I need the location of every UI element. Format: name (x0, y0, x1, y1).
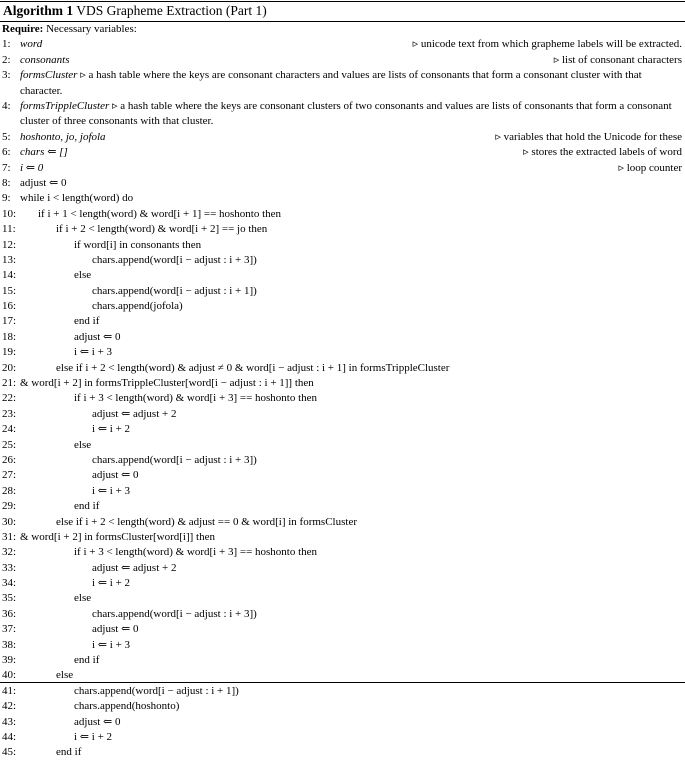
algorithm-line (0, 191, 685, 206)
line-code: adjust ⇐ 0 (92, 623, 139, 636)
algorithm-line (0, 407, 685, 422)
algorithm-line (0, 699, 685, 714)
line-number: 30: (2, 515, 17, 528)
line-comment: ▹ unicode text from which grapheme labels will be extracted. (412, 38, 682, 51)
line-number: 27: (2, 469, 17, 482)
line-code: else if i + 2 < length(word) & adjust ≠ 0 & word[i − adjust : i + 1] in formsTrippleCluster (56, 361, 450, 374)
line-code: end if (74, 315, 100, 328)
algorithm-line (0, 161, 685, 176)
line-number: 33: (2, 561, 17, 574)
line-number: 40: (2, 669, 17, 682)
line-number: 2: (2, 53, 11, 66)
line-code: else (74, 438, 92, 451)
line-number: 42: (2, 700, 17, 713)
algorithm-line (0, 561, 685, 576)
line-code: end if (74, 500, 100, 513)
line-code: if i + 3 < length(word) & word[i + 3] == hoshonto then (74, 546, 318, 559)
algorithm-line (0, 622, 685, 637)
line-number: 9: (2, 192, 11, 205)
line-code: chars ⇐ [] (20, 146, 68, 159)
line-number: 21: (2, 377, 17, 390)
line-number: 34: (2, 577, 17, 590)
line-number: 43: (2, 715, 17, 728)
line-code: hoshonto, jo, jofola (20, 130, 106, 143)
algorithm-line (0, 484, 685, 499)
algorithm-line (0, 745, 685, 760)
line-code: formsCluster (20, 69, 78, 82)
line-code: else (56, 669, 74, 682)
algorithm-line (0, 130, 685, 145)
line-number: 37: (2, 623, 17, 636)
top-rule (0, 1, 685, 2)
line-number: 32: (2, 546, 17, 559)
algorithm-line (0, 607, 685, 622)
algorithm-line (0, 222, 685, 237)
algorithm-line (0, 438, 685, 453)
algorithm-line (0, 145, 685, 160)
algorithm-label: Algorithm 1 (3, 3, 74, 18)
line-code: adjust ⇐ 0 (20, 176, 67, 189)
line-code: adjust ⇐ adjust + 2 (92, 561, 177, 574)
algorithm-line (0, 314, 685, 329)
line-code: i ⇐ i + 2 (92, 577, 131, 590)
algorithm-line (0, 391, 685, 406)
line-code: while i < length(word) do (20, 192, 134, 205)
algorithm-line (0, 468, 685, 483)
line-number: 14: (2, 269, 17, 282)
algorithm-line (0, 422, 685, 437)
algorithm-line (0, 207, 685, 222)
algorithm-line (0, 684, 685, 699)
line-code: end if (56, 746, 82, 759)
algorithm-line (0, 715, 685, 730)
line-code: i ⇐ i + 3 (74, 346, 113, 359)
line-code: chars.append(jofola) (92, 300, 183, 313)
line-number: 24: (2, 423, 17, 436)
line-code: chars.append(word[i − adjust : i + 1]) (74, 684, 239, 697)
line-number: 13: (2, 253, 17, 266)
algorithm-line (0, 268, 685, 283)
line-number: 45: (2, 746, 17, 759)
line-code: if i + 2 < length(word) & word[i + 2] == jo then (56, 223, 268, 236)
line-code: i ⇐ i + 2 (74, 731, 113, 743)
algorithm-line (0, 591, 685, 606)
line-code: chars.append(word[i − adjust : i + 3]) (92, 253, 257, 266)
line-number: 36: (2, 607, 17, 620)
line-number: 8: (2, 176, 11, 189)
algorithm-title: VDS Grapheme Extraction (Part 1) (76, 3, 267, 18)
line-code: else if i + 2 < length(word) & adjust == 0 & word[i] in formsCluster (56, 515, 357, 528)
line-number: 28: (2, 484, 17, 497)
line-number: 4: (2, 99, 11, 112)
line-number: 17: (2, 315, 17, 328)
line-comment: ▹ stores the extracted labels of word (523, 146, 682, 159)
line-code: else (74, 269, 92, 282)
line-number: 20: (2, 361, 17, 374)
line-comment: ▹ a hash table where the keys are consonant characters and values are lists of consonants that form a consonant cluster with that character. (20, 69, 642, 97)
algorithm-line (0, 238, 685, 253)
line-code: if i + 3 < length(word) & word[i + 3] == hoshonto then (74, 392, 318, 405)
line-code: end if (74, 654, 100, 667)
line-comment: ▹ variables that hold the Unicode for these (495, 130, 682, 143)
line-number: 16: (2, 300, 17, 313)
algorithm-line (0, 515, 685, 530)
algorithm-line (0, 638, 685, 653)
line-number: 18: (2, 330, 17, 343)
algorithm-line (0, 453, 685, 468)
line-code: adjust ⇐ 0 (74, 330, 121, 343)
line-code: if i + 1 < length(word) & word[i + 1] == hoshonto then (38, 207, 282, 220)
line-number: 1: (2, 38, 11, 51)
line-code: adjust ⇐ 0 (92, 469, 139, 482)
line-number: 44: (2, 731, 17, 743)
line-code: i ⇐ i + 2 (92, 423, 131, 436)
line-number: 31: (2, 530, 17, 543)
line-code: i ⇐ i + 3 (92, 484, 131, 497)
algorithm-line (0, 345, 685, 360)
algorithm-line (0, 730, 685, 745)
algorithm-line (0, 284, 685, 299)
line-number: 26: (2, 453, 17, 466)
line-code: i ⇐ 0 (20, 161, 44, 174)
line-number: 29: (2, 500, 17, 513)
algorithm-lines (0, 22, 685, 761)
line-number: 10: (2, 207, 17, 220)
line-number: 35: (2, 592, 17, 605)
line-comment: ▹ a hash table where the keys are consonant clusters of two consonants and values are lists of consonants that form a consonant cluster of three consonants with that cluster. (20, 99, 672, 128)
line-code: if word[i] in consonants then (74, 238, 202, 251)
line-code: chars.append(word[i − adjust : i + 1]) (92, 284, 257, 297)
line-number: 6: (2, 146, 11, 159)
line-code: chars.append(word[i − adjust : i + 3]) (92, 607, 257, 620)
line-comment: ▹ list of consonant characters (553, 53, 682, 66)
algorithm-line (0, 176, 685, 191)
algorithm-caption (3, 3, 267, 19)
algorithm-line (0, 376, 685, 391)
algorithm-line (0, 545, 685, 560)
algorithm-line (0, 53, 685, 68)
require-label: Require: (2, 23, 44, 35)
line-code: adjust ⇐ adjust + 2 (92, 407, 177, 420)
line-code: & word[i + 2] in formsTrippleCluster[word[i − adjust : i + 1]] then (20, 377, 314, 390)
line-number: 19: (2, 346, 17, 359)
line-number: 12: (2, 238, 17, 251)
line-code: formsTrippleCluster (20, 99, 110, 112)
algorithm-line (0, 330, 685, 345)
line-code: adjust ⇐ 0 (74, 715, 121, 728)
line-code: & word[i + 2] in formsCluster[word[i]] then (20, 530, 215, 543)
line-number: 38: (2, 638, 17, 651)
require-line (0, 22, 685, 37)
algorithm-line (0, 530, 685, 545)
require-text: Necessary variables: (46, 23, 137, 35)
algorithm-line (0, 299, 685, 314)
line-number: 5: (2, 130, 11, 143)
line-comment: ▹ loop counter (618, 161, 682, 174)
line-number: 23: (2, 407, 17, 420)
line-number: 15: (2, 284, 17, 297)
line-code: word (20, 38, 43, 51)
algorithm-line (0, 361, 685, 376)
line-number: 11: (2, 223, 16, 236)
algorithm-line (0, 68, 685, 99)
algorithm-line (0, 99, 685, 130)
algorithm-line (0, 253, 685, 268)
line-code: else (74, 592, 92, 605)
line-number: 25: (2, 438, 17, 451)
line-code: consonants (20, 53, 70, 66)
line-number: 22: (2, 392, 17, 405)
line-number: 41: (2, 684, 17, 697)
line-number: 3: (2, 69, 11, 82)
line-number: 39: (2, 654, 17, 667)
bottom-rule (0, 682, 685, 683)
algorithm-line (0, 653, 685, 668)
line-code: chars.append(hoshonto) (74, 700, 180, 713)
line-code: i ⇐ i + 3 (92, 638, 131, 651)
algorithm-line (0, 499, 685, 514)
algorithm-line (0, 576, 685, 591)
line-code: chars.append(word[i − adjust : i + 3]) (92, 453, 257, 466)
algorithm-line (0, 37, 685, 52)
line-number: 7: (2, 161, 11, 174)
